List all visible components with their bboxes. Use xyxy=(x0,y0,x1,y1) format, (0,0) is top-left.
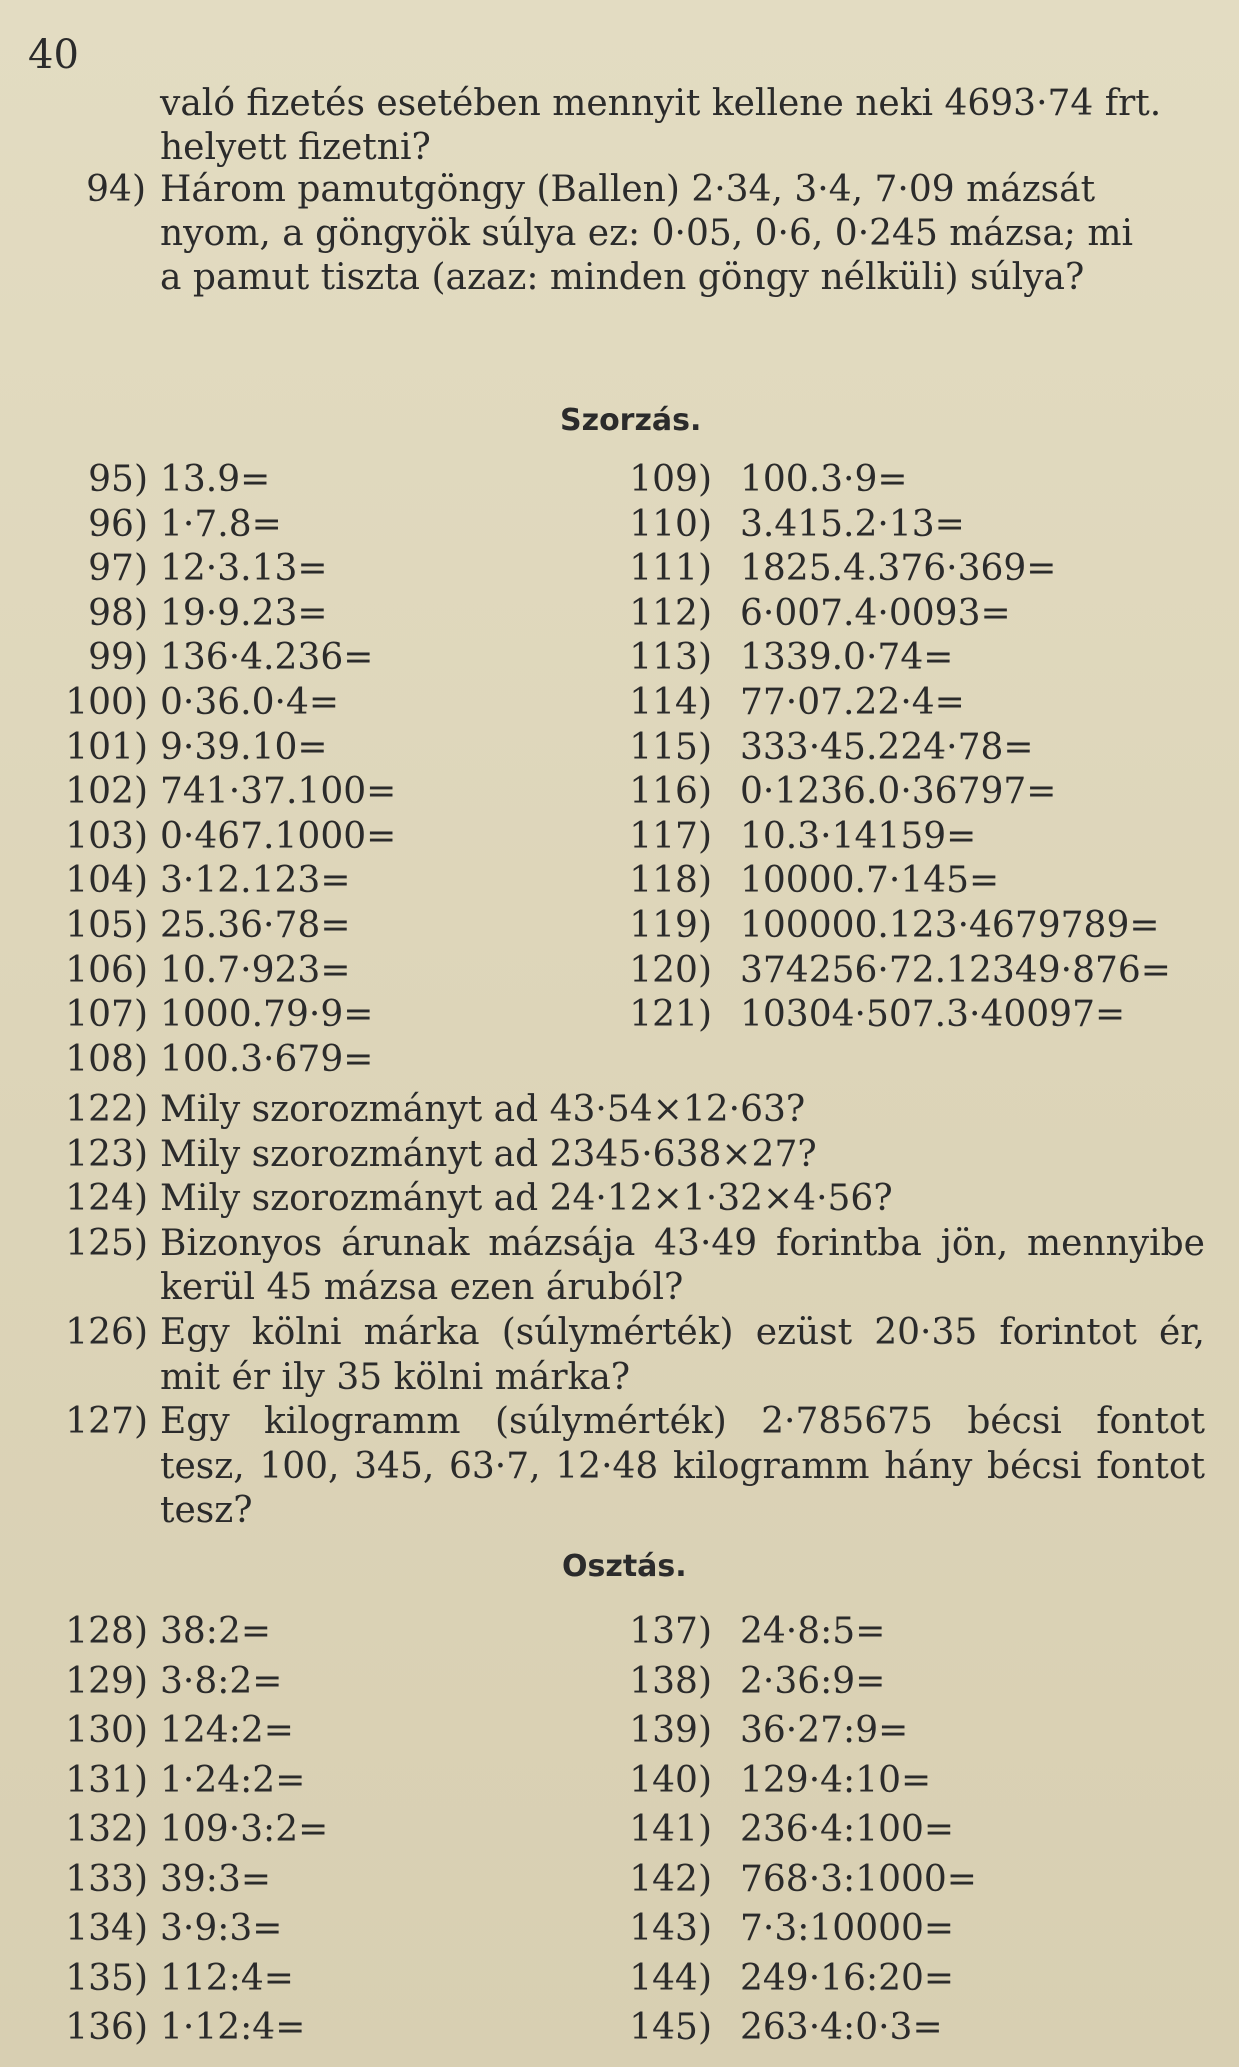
item-number: 143) xyxy=(629,1908,712,1949)
item-number: 120) xyxy=(629,949,712,991)
item-expression: 1·24:2= xyxy=(160,1759,306,1801)
item-number: 115) xyxy=(629,726,712,768)
item-expression: 1339.0·74= xyxy=(740,637,954,679)
word: kilogramm xyxy=(673,1445,870,1487)
item-expression: 12·3.13= xyxy=(160,548,328,590)
word: 43·49 xyxy=(654,1222,758,1264)
word: tesz, xyxy=(160,1445,245,1487)
item-number: 102) xyxy=(65,771,148,813)
word: jön, xyxy=(940,1222,1009,1264)
page-number: 40 xyxy=(28,32,79,78)
word: márka xyxy=(363,1312,480,1353)
item-expression: 768·3:1000= xyxy=(740,1858,977,1900)
word: 100, xyxy=(259,1445,340,1487)
item-expression: 0·467.1000= xyxy=(160,815,397,857)
word: (súlymérték) xyxy=(494,1401,727,1443)
item-expression: 100.3·679= xyxy=(160,1038,374,1080)
item-expression: 100000.123·4679789= xyxy=(740,905,1160,946)
item-expression: 10304·507.3·40097= xyxy=(740,994,1126,1036)
word: 12·48 xyxy=(555,1445,659,1487)
word: fontot xyxy=(1096,1401,1205,1443)
item-expression: 10.3·14159= xyxy=(740,815,977,857)
item-number: 96) xyxy=(88,503,148,545)
item-number: 129) xyxy=(65,1660,148,1702)
item-expression: 10.7·923= xyxy=(160,949,351,991)
problem-number: 123) xyxy=(65,1133,148,1175)
item-number: 128) xyxy=(65,1611,148,1652)
item-number: 101) xyxy=(65,726,148,768)
word: forintot xyxy=(999,1312,1137,1353)
word: forintba xyxy=(776,1222,922,1264)
item-expression: 24·8:5= xyxy=(740,1611,886,1652)
item-expression: 3.415.2·13= xyxy=(740,503,965,545)
item-number: 134) xyxy=(65,1908,148,1949)
item-expression: 9·39.10= xyxy=(160,726,328,768)
word: bécsi xyxy=(987,1445,1082,1487)
item-number: 137) xyxy=(629,1611,712,1652)
item-expression: 38:2= xyxy=(160,1611,272,1652)
item-number: 131) xyxy=(65,1759,148,1801)
problem-text-line: Mily szorozmányt ad 2345·638×27? xyxy=(160,1133,817,1175)
item-expression: 112:4= xyxy=(160,1957,294,1999)
item-number: 116) xyxy=(629,771,712,813)
item-number: 103) xyxy=(65,815,148,857)
problem-94-line-1: Három pamutgöngy (Ballen) 2·34, 3·4, 7·09 mázsát xyxy=(160,169,1096,210)
item-number: 142) xyxy=(629,1858,712,1900)
item-expression: 1000.79·9= xyxy=(160,994,374,1036)
problem-number: 94) xyxy=(86,169,146,210)
problem-94-line-3: a pamut tiszta (azaz: minden göngy nélküli) súlya? xyxy=(160,257,1085,298)
problem-number: 124) xyxy=(65,1178,148,1220)
problem-text-line: mit ér ily 35 kölni márka? xyxy=(160,1356,631,1398)
item-number: 139) xyxy=(629,1710,712,1751)
item-expression: 1825.4.376·369= xyxy=(740,548,1057,590)
word: Egy xyxy=(160,1401,230,1443)
item-number: 110) xyxy=(629,503,712,545)
item-expression: 136·4.236= xyxy=(160,637,374,679)
item-expression: 0·36.0·4= xyxy=(160,682,340,723)
item-expression: 3·9:3= xyxy=(160,1908,283,1949)
item-expression: 333·45.224·78= xyxy=(740,726,1034,768)
problem-text-line: Mily szorozmányt ad 24·12×1·32×4·56? xyxy=(160,1178,893,1220)
item-number: 99) xyxy=(88,637,148,679)
word: 345, xyxy=(354,1445,435,1487)
item-expression: 7·3:10000= xyxy=(740,1908,955,1949)
item-expression: 0·1236.0·36797= xyxy=(740,771,1057,813)
word: bécsi xyxy=(967,1401,1062,1443)
item-number: 95) xyxy=(88,459,148,500)
item-expression: 124:2= xyxy=(160,1710,294,1751)
item-expression: 2·36:9= xyxy=(740,1660,886,1702)
item-number: 107) xyxy=(65,994,148,1036)
problem-number: 125) xyxy=(65,1222,148,1264)
item-expression: 25.36·78= xyxy=(160,905,351,946)
item-expression: 77·07.22·4= xyxy=(740,682,965,723)
word: 63·7, xyxy=(448,1445,541,1487)
item-number: 109) xyxy=(629,459,712,500)
problem-text-line xyxy=(160,1312,1205,1353)
word: ér, xyxy=(1158,1312,1205,1353)
problem-94-line-2: nyom, a göngyök súlya ez: 0·05, 0·6, 0·245 mázsa; mi xyxy=(160,213,1134,254)
item-number: 119) xyxy=(629,905,712,946)
item-number: 135) xyxy=(65,1957,148,1999)
word: mázsája xyxy=(488,1222,636,1264)
item-expression: 236·4:100= xyxy=(740,1809,955,1850)
item-expression: 263·4:0·3= xyxy=(740,2007,943,2048)
word: mennyibe xyxy=(1026,1222,1205,1264)
item-number: 136) xyxy=(65,2007,148,2048)
problem-text-line xyxy=(160,1445,1205,1487)
item-number: 138) xyxy=(629,1660,712,1702)
item-expression: 741·37.100= xyxy=(160,771,397,813)
word: fontot xyxy=(1096,1445,1205,1487)
problem-number: 126) xyxy=(65,1312,148,1353)
problem-number: 127) xyxy=(65,1401,148,1443)
problem-text-line xyxy=(160,1401,1205,1443)
item-expression: 36·27:9= xyxy=(740,1710,909,1751)
word: kölni xyxy=(251,1312,342,1353)
item-expression: 13.9= xyxy=(160,459,271,500)
section-heading-multiplication: Szorzás. xyxy=(560,403,702,438)
item-expression: 3·12.123= xyxy=(160,860,351,902)
item-number: 111) xyxy=(629,548,712,590)
item-number: 145) xyxy=(629,2007,712,2048)
word: 20·35 xyxy=(874,1312,978,1353)
item-number: 121) xyxy=(629,994,712,1036)
item-number: 98) xyxy=(88,592,148,634)
word: kilogramm xyxy=(264,1401,461,1443)
word: (súlymérték) xyxy=(501,1312,734,1353)
item-number: 104) xyxy=(65,860,148,902)
item-expression: 100.3·9= xyxy=(740,459,908,500)
word: ezüst xyxy=(755,1312,853,1353)
word: árunak xyxy=(341,1222,470,1264)
item-expression: 3·8:2= xyxy=(160,1660,283,1702)
problem-text-line xyxy=(160,1222,1205,1264)
item-number: 141) xyxy=(629,1809,712,1850)
item-number: 97) xyxy=(88,548,148,590)
item-number: 133) xyxy=(65,1858,148,1900)
item-number: 117) xyxy=(629,815,712,857)
item-number: 106) xyxy=(65,949,148,991)
item-expression: 10000.7·145= xyxy=(740,860,1000,902)
item-expression: 39:3= xyxy=(160,1858,272,1900)
item-expression: 129·4:10= xyxy=(740,1759,932,1801)
item-number: 112) xyxy=(629,592,712,634)
item-number: 132) xyxy=(65,1809,148,1850)
item-expression: 6·007.4·0093= xyxy=(740,592,1011,634)
word: Egy xyxy=(160,1312,230,1353)
item-expression: 19·9.23= xyxy=(160,592,328,634)
item-expression: 374256·72.12349·876= xyxy=(740,949,1171,991)
problem-text-line: Mily szorozmányt ad 43·54×12·63? xyxy=(160,1089,806,1130)
intro-line-1: való fizetés esetében mennyit kellene neki 4693·74 frt. xyxy=(160,83,1162,124)
problem-text-line: kerül 45 mázsa ezen áruból? xyxy=(160,1267,684,1309)
item-number: 118) xyxy=(629,860,712,902)
item-expression: 109·3:2= xyxy=(160,1809,329,1850)
word: hány xyxy=(884,1445,973,1487)
item-number: 140) xyxy=(629,1759,712,1801)
intro-line-2: helyett fizetni? xyxy=(160,127,431,168)
section-heading-division: Osztás. xyxy=(562,1549,687,1584)
item-number: 130) xyxy=(65,1710,148,1751)
item-number: 108) xyxy=(65,1038,148,1080)
item-number: 105) xyxy=(65,905,148,946)
item-number: 100) xyxy=(65,682,148,723)
word: Bizonyos xyxy=(160,1222,323,1264)
item-number: 113) xyxy=(629,637,712,679)
problem-text-line: tesz? xyxy=(160,1490,253,1532)
item-expression: 249·16:20= xyxy=(740,1957,955,1999)
item-expression: 1·7.8= xyxy=(160,503,282,545)
item-expression: 1·12:4= xyxy=(160,2007,306,2048)
item-number: 114) xyxy=(629,682,712,723)
word: 2·785675 xyxy=(761,1401,933,1443)
item-number: 144) xyxy=(629,1957,712,1999)
problem-number: 122) xyxy=(65,1089,148,1130)
